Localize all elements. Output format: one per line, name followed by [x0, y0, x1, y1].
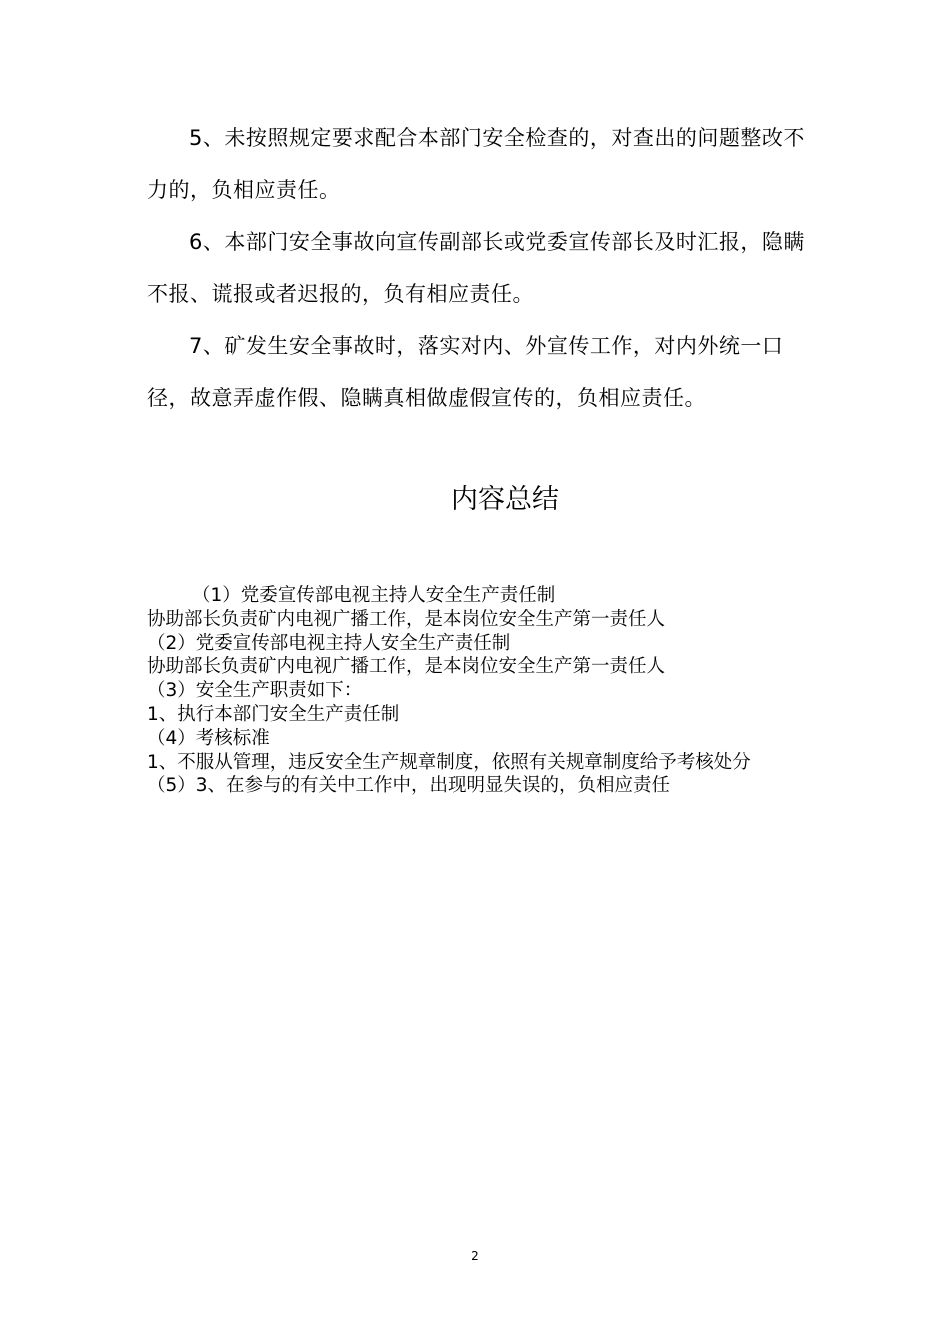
summary-line: 协助部长负责矿内电视广播工作，是本岗位安全生产第一责任人: [147, 608, 666, 630]
summary-line: 协助部长负责矿内电视广播工作，是本岗位安全生产第一责任人: [147, 656, 666, 678]
summary-line: 1、不服从管理，违反安全生产规章制度，依照有关规章制度给予考核处分: [147, 751, 751, 773]
page-number: 2: [471, 1249, 479, 1263]
summary-line: （2）党委宣传部电视主持人安全生产责任制: [147, 632, 511, 654]
summary-line: （5）3、在参与的有关中工作中，出现明显失误的，负相应责任: [147, 775, 671, 797]
summary-title: 内容总结: [451, 484, 559, 515]
summary-section: [147, 584, 807, 798]
summary-line: （3）安全生产职责如下：: [147, 680, 363, 702]
paragraph-item-6: 6、本部门安全事故向宣传副部长或党委宣传部长及时汇报，隐瞒不报、谎报或者迟报的，负有相应责任。: [147, 230, 805, 306]
paragraph-item-7: 7、矿发生安全事故时，落实对内、外宣传工作，对内外统一口径，故意弄虚作假、隐瞒真相做虚假宣传的，负相应责任。: [147, 334, 784, 410]
summary-line: （4）考核标准: [147, 727, 270, 749]
summary-line: 1、执行本部门安全生产责任制: [147, 703, 400, 725]
paragraph-item-5: 5、未按照规定要求配合本部门安全检查的，对查出的问题整改不力的，负相应责任。: [147, 126, 805, 202]
summary-line: （1）党委宣传部电视主持人安全生产责任制: [192, 585, 556, 606]
